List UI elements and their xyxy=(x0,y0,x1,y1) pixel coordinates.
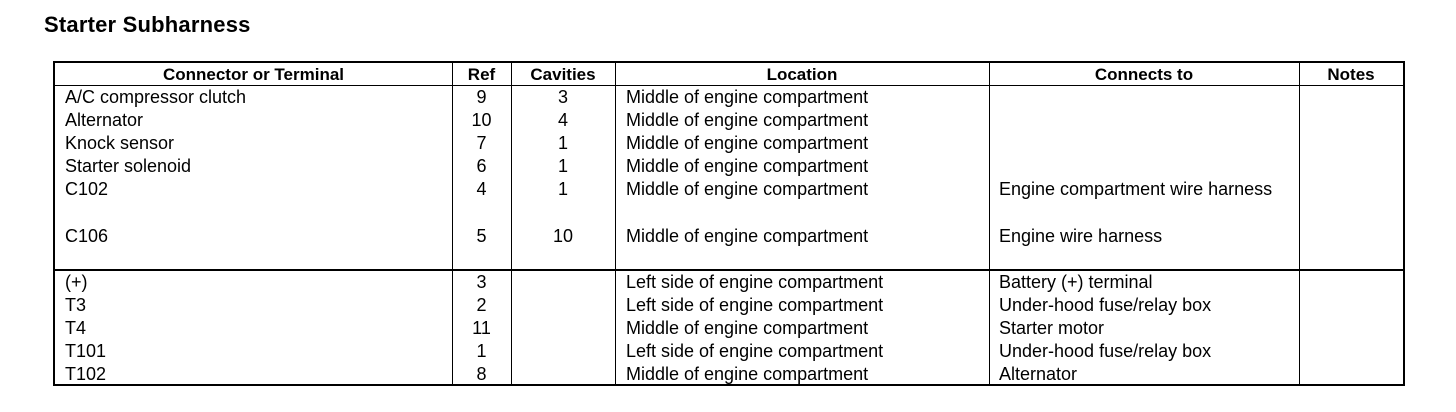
location: Left side of engine compartment xyxy=(626,295,884,315)
terminal-name: T102 xyxy=(65,364,107,384)
connects-to: Battery (+) terminal xyxy=(999,272,1153,292)
cavities-count: 1 xyxy=(557,133,568,153)
location: Middle of engine compartment xyxy=(626,364,869,384)
table-row xyxy=(55,155,1403,178)
cavities-count: 1 xyxy=(557,179,568,199)
location: Middle of engine compartment xyxy=(626,179,869,199)
table-row xyxy=(55,363,1403,386)
location: Middle of engine compartment xyxy=(626,226,869,246)
connector-name: Starter solenoid xyxy=(65,156,192,176)
table-row xyxy=(55,225,1403,248)
connects-to: Engine wire harness xyxy=(999,226,1163,246)
terminal-name: T101 xyxy=(65,341,107,361)
table-row xyxy=(55,340,1403,363)
connects-to: Under-hood fuse/relay box xyxy=(999,295,1212,315)
connects-to: Alternator xyxy=(999,364,1078,384)
table-row xyxy=(55,271,1403,294)
table-row xyxy=(55,86,1403,109)
ref-number: 1 xyxy=(476,341,487,361)
ref-number: 5 xyxy=(476,226,487,246)
location: Middle of engine compartment xyxy=(626,133,869,153)
header-connects-to: Connects to xyxy=(1094,65,1194,84)
header-ref: Ref xyxy=(467,65,496,84)
table-row xyxy=(55,109,1403,132)
location: Middle of engine compartment xyxy=(626,156,869,176)
terminal-name: T4 xyxy=(65,318,87,338)
connector-name: Knock sensor xyxy=(65,133,175,153)
location: Middle of engine compartment xyxy=(626,318,869,338)
ref-number: 3 xyxy=(476,272,487,292)
terminal-name: T3 xyxy=(65,295,87,315)
cavities-count: 4 xyxy=(557,110,568,130)
ref-number: 11 xyxy=(472,318,491,338)
table-row xyxy=(55,294,1403,317)
location: Left side of engine compartment xyxy=(626,272,884,292)
terminal-name: (+) xyxy=(65,272,88,292)
connector-name: C106 xyxy=(65,226,109,246)
connects-to: Under-hood fuse/relay box xyxy=(999,341,1212,361)
ref-number: 4 xyxy=(476,179,487,199)
ref-number: 10 xyxy=(471,110,492,130)
cavities-count: 10 xyxy=(552,226,574,246)
ref-number: 9 xyxy=(476,87,487,107)
cavities-count: 1 xyxy=(557,156,568,176)
location: Left side of engine compartment xyxy=(626,341,884,361)
cavities-count: 3 xyxy=(557,87,568,107)
connects-to: Starter motor xyxy=(999,318,1105,338)
table-row xyxy=(55,178,1403,224)
ref-number: 2 xyxy=(476,295,487,315)
connector-name: A/C compressor clutch xyxy=(65,87,247,107)
ref-number: 8 xyxy=(476,364,487,384)
ref-number: 6 xyxy=(476,156,487,176)
page-title: Starter Subharness xyxy=(44,12,251,37)
connector-table xyxy=(53,61,1405,386)
table-row xyxy=(55,132,1403,155)
header-cavities: Cavities xyxy=(530,65,596,84)
header-notes: Notes xyxy=(1327,65,1375,84)
connector-name: C102 xyxy=(65,179,109,199)
header-location: Location xyxy=(766,65,838,84)
table-row xyxy=(55,317,1403,340)
connects-to: Engine compartment wire harness xyxy=(999,179,1273,199)
connector-name: Alternator xyxy=(65,110,144,130)
location: Middle of engine compartment xyxy=(626,87,869,107)
header-connector: Connector or Terminal xyxy=(162,65,345,84)
location: Middle of engine compartment xyxy=(626,110,869,130)
ref-number: 7 xyxy=(476,133,487,153)
